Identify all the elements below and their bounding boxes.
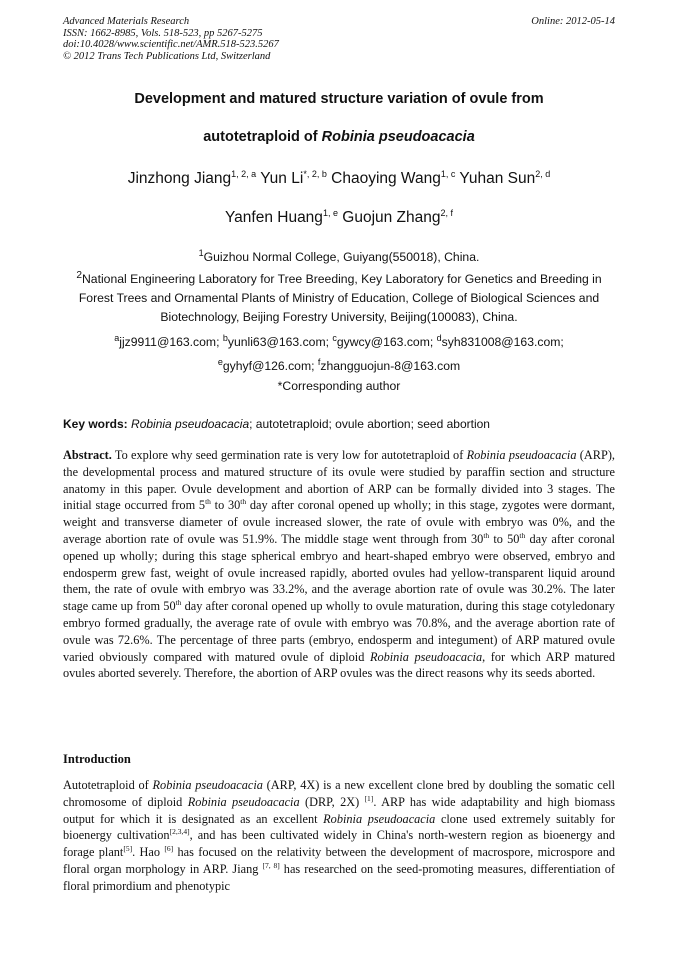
abstract-text: (ARP), the developmental process and matured structure of its ovule were studied by paraffin section and structure anatomy in this paper. Ovule development and abortion of ARP can be formally divided into 3 stages. The initial stage occurred from 5 [63,448,615,513]
email[interactable]: zhangguojun-8@163.com [320,359,461,374]
author-name: Chaoying Wang [331,170,441,188]
abstract-text: day after coronal opened up wholly to ovule maturation, during this stage cotyledonary embryo formed gradually, the average rate of ovule with embryo was 70.8%, and the average abortion rate of ovule was 72.6%. The percentage of three parts (embryo, endosperm and integument) of ARP matured ovule varied obviously compared with matured ovule of diploid [63,599,616,664]
paper-title-line2 [63,129,615,145]
intro-text: has researched on the seed-promoting measures, differentiation of floral primordium and phenotypic [63,861,615,893]
author-sup: *, 2, b [303,169,327,179]
email-line-1 [63,329,615,352]
ordinal-sup: th [483,530,490,540]
email-sup: f [317,357,321,367]
author-line-2 [63,208,615,227]
section-heading-introduction: Introduction [63,752,131,766]
ordinal-sup: th [175,598,182,608]
aff-text: National Engineering Laboratory for Tree Breeding, Key Laboratory for Genetics and Breeding in Forest Trees and Ornamental Plants of Ministry of Education, College of Biological Sciences and Biotechnology, Beijing Forestry University, Beijing(100083), China. [78,272,602,325]
intro-species: Robinia pseudoacacia [187,794,300,809]
affiliation-1 [63,244,615,267]
author-sup: 1, c [440,169,456,179]
intro-text: has focused on the relativity between the development of macrospore, microspore and floral organ morphology in ARP. Jiang [63,845,615,876]
email-sup: b [222,333,228,343]
copyright-line: © 2012 Trans Tech Publications Ltd, Switzerland [63,50,271,62]
intro-text: . Hao [132,845,165,860]
author-sup: 2, f [440,208,454,218]
paper-title-line1: Development and matured structure variation of ovule from [134,91,544,107]
journal-header [63,16,615,62]
intro-text: Autotetraploid of [63,778,153,792]
keywords-rest: ; autotetraploid; ovule abortion; seed abortion [249,417,490,431]
author-name: Yun Li [260,170,304,188]
abstract-text: to 30 [210,498,241,513]
abstract-text: to 50 [489,531,520,546]
author-name: Yuhan Sun [459,170,536,188]
email-sup: d [436,333,442,343]
abstract-text: day after coronal opened up wholly; during this stage spherical embryo and heart-shaped embryo were observed, embryo and endosperm grew fast, weight of ovule increased rapidly, aborted ovules had yellow-transparent liquid around them, the rate of ovule with embryo was 33.2%, and the average abortion rate of ovule was 30.2%. The later stage came up from 50 [63,531,615,614]
intro-text: , and has been cultivated widely in China's north-western region as bioenergy and forage plant [63,828,615,860]
citation-sup: [6] [164,844,174,854]
affiliation-2 [63,266,615,327]
citation-sup: [5] [123,844,133,854]
introduction-paragraph [63,777,615,895]
abstract-text: , for which ARP matured ovules aborted severely. Therefore, the abortion of ARP ovules was the direct reasons why its seeds aborted. [63,649,615,681]
email-sup: e [217,357,223,367]
keywords [63,417,615,431]
corresponding-author: *Corresponding author [277,379,401,393]
abstract-species: Robinia pseudoacacia [466,448,577,462]
online-date: Online: 2012-05-14 [531,16,615,27]
intro-text: (DRP, 2X) [299,794,365,809]
title-prefix: autotetraploid of [203,129,322,145]
doi-line: doi:10.4028/www.scientific.net/AMR.518-523.5267 [63,39,279,50]
intro-species: Robinia pseudoacacia [323,811,436,826]
author-sup: 1, 2, a [231,169,257,179]
citation-sup: [2,3,4] [169,827,190,837]
email-sup: a [114,333,120,343]
abstract-species: Robinia pseudoacacia [369,649,483,664]
title-species: Robinia pseudoacacia [321,129,475,145]
intro-text: . ARP has wide adaptability and high biomass output for which it is designated as an excellent [63,794,615,826]
citation-sup: [1] [364,793,374,803]
abstract-text: day after coronal opened up wholly; in this stage, zygotes were dormant, weight and transverse diameter of ovule increased slower, the rate of ovule with embryo was 0%, and the average abortion rate of ovule was 51.9%. The middle stage went through from 30 [63,498,615,546]
email[interactable]: gyhyf@126.com; [222,359,318,374]
author-sup: 2, d [535,169,551,179]
keywords-label: Key words: [63,417,128,431]
intro-text: clone used extremely suitably for bioenergy cultivation [63,811,615,843]
author-name: Jinzhong Jiang [127,170,232,188]
ordinal-sup: th [519,530,526,540]
author-sup: 1, e [322,208,338,218]
intro-species: Robinia pseudoacacia [152,778,263,792]
keyword-species: Robinia pseudoacacia [131,417,250,431]
email[interactable]: gywcy@163.com; [336,335,437,350]
author-name: Yanfen Huang [224,209,323,227]
aff-text: Guizhou Normal College, Guiyang(550018), China. [203,250,480,265]
aff-sup: 1 [198,248,204,258]
ordinal-sup: th [240,497,247,507]
ordinal-sup: th [205,497,211,507]
abstract-label: Abstract. [63,448,112,462]
email[interactable]: jjz9911@163.com; [119,335,223,350]
email[interactable]: yunli63@163.com; [227,335,333,350]
citation-sup: [7, 8] [262,860,280,870]
author-name: Guojun Zhang [342,209,441,227]
email[interactable]: syh831008@163.com; [441,335,564,350]
issn-line: ISSN: 1662-8985, Vols. 518-523, pp 5267-5275 [63,27,263,39]
journal-name: Advanced Materials Research [63,16,190,27]
aff-sup: 2 [76,270,82,281]
author-line-1 [63,169,615,188]
intro-text: (ARP, 4X) is a new excellent clone bred by doubling the somatic cell chromosome of diploid [63,778,616,809]
abstract [63,447,615,682]
abstract-text: To explore why seed germination rate is very low for autotetraploid of [111,448,467,462]
email-sup: c [332,333,337,343]
email-line-2 [63,353,615,376]
